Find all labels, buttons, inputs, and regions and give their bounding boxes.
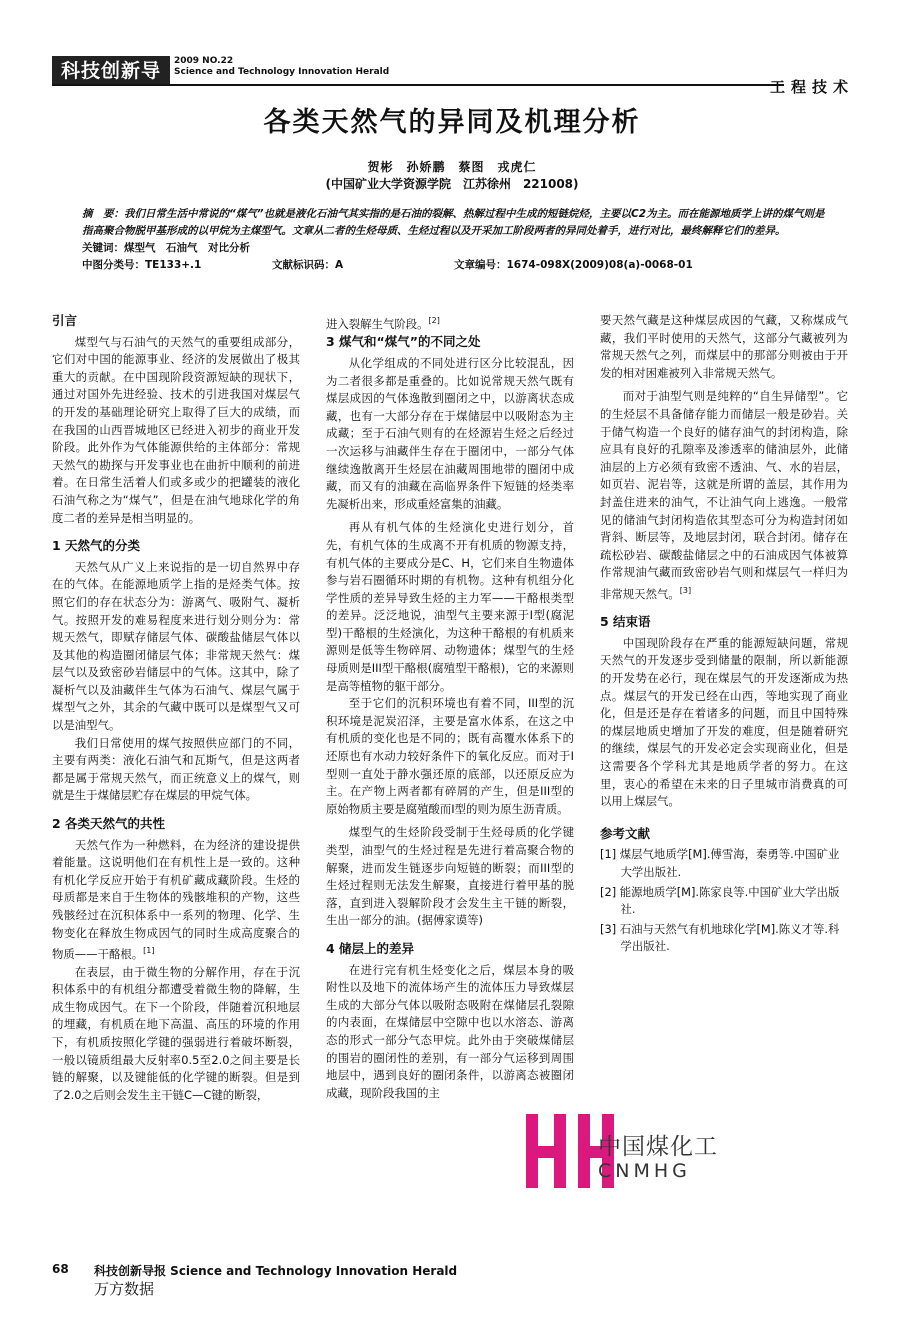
paragraph: 在进行完有机生烃变化之后，煤层本身的吸附性以及地下的流体场产生的流体压力导致煤层生成的大部分气体以吸附态吸附在煤储层孔裂隙的内表面，在煤储层中空隙中也以水溶态、游离态的形式一部分气态甲烷。此外由于突破煤储层的围岩的圈闭性的差别，有一部分气运移到周围地层中，遇到良好的圈闭条件，以游离态被圈闭成藏，现阶段我国的主 — [326, 962, 574, 1100]
heading-section-4: 4 储层上的差异 — [326, 940, 415, 956]
doc-code: A — [335, 259, 344, 271]
journal-logo: 科技创新导报 — [52, 56, 170, 86]
paragraph — [326, 312, 574, 333]
clc-number: TE133+.1 — [145, 259, 202, 271]
column-2 — [326, 312, 574, 1102]
clc-label: 中图分类号： — [82, 259, 145, 271]
paragraph: 中国现阶段存在严重的能源短缺问题，常规天然气的开发逐步受到储量的限制，所以新能源的开发势在必行，现在煤层气的开发逐渐成为热点。煤层气的开发已经在山西，等地实现了商业化，但是还是存在着诸多的问题，而且中国特殊的煤层地质史增加了开发的难度，但是随着研究的继续，煤层气的开发必定会实现商业化，但是这需要各个学科尤其是地质学者的努力。在这里，衷心的希望在未来的日子里城市消费真的可以用上煤层气。 — [600, 635, 848, 809]
citation-mark: [1] — [143, 946, 155, 956]
paragraph: 天然气从广义上来说指的是一切自然界中存在的气体。在能源地质学上指的是烃类气体。按照它们的存在状态分为：游离气、吸附气、凝析气。按照开发的难易程度来进行划分则分为：常规天然气，即赋存储层气体、碳酸盐储层气体以及其他的构造圈闭储层气体；非常规天然气：煤层气以及致密砂岩储层中的气体。这其中，除了凝析气以及油藏伴生气体为石油气、煤层气属于煤型气之外，其余的气藏中既可以是煤型气又可以是油型气。 — [52, 559, 300, 733]
paragraph: 从化学组成的不同处进行区分比较混乱，因为二者很多都是重叠的。比如说常规天然气既有煤层成因的气体逸散到圈闭之中，以游离状态成藏，也有一大部分存在于煤储层中以吸附态为主成藏；至于石油气则有的在烃源岩生烃之后经过一次运移与油藏伴生存在于圈闭中，一部分气体继续逸散离开生烃层在油藏周围地带的圈闭中成藏，而又有的油藏在高临界条件下短链的烃类率先凝析出来，形成重烃富集的油藏。 — [326, 355, 574, 511]
heading-section-2: 2 各类天然气的共性 — [52, 816, 166, 832]
paragraph — [600, 388, 848, 603]
watermark-brand-cn: 中国煤化工 — [598, 1134, 718, 1160]
reference-item: [3] 石油与天然气有机地球化学[M].陈义才等.科学出版社. — [600, 921, 840, 954]
watermark-brand-en: CNMHG — [598, 1160, 691, 1182]
heading-section-1: 1 天然气的分类 — [52, 538, 141, 554]
abstract-text: 我们日常生活中常说的“煤气”也就是液化石油气其实指的是石油的裂解、热解过程中生成的短链烷烃，主要以C2为主。而在能源地质学上讲的煤气则是指高聚合物脱甲基形成的以甲烷为主煤型气。文章从二者的生烃母质、生烃过程以及开采加工阶段两者的异同处着手，进行对比，最终解释它们的差异。 — [82, 208, 825, 237]
heading-references: 参考文献 — [600, 825, 651, 841]
footer-journal: 科技创新导报 Science and Technology Innovation Herald — [94, 1264, 458, 1278]
page-number: 68 — [52, 1262, 69, 1276]
paragraph: 要天然气藏是这种煤层成因的气藏，又称煤成气藏，我们平时使用的天然气，这部分气藏被列为常规天然气之列，而煤层中的那部分则被由于开发的相对困难被列入非常规天然气。 — [600, 313, 848, 380]
heading-section-3: 3 煤气和“煤气”的不同之处 — [326, 334, 481, 350]
header-rule — [52, 84, 784, 86]
paragraph: 至于它们的沉积环境也有着不同，III型的沉积环境是泥炭沼泽，主要是富水体系，在这之中有机质的变化也是不同的；既有高覆水体系下的还原也有水动力较好条件下的氧化反应。而对于I型则一直处于静水强还原的底部，以还原反应为主。在产物上两者都有碎屑的产生，但是III型的原始物质主要是腐殖酸而I型的则为原生沥青质。 — [326, 696, 574, 816]
column-3 — [600, 312, 848, 958]
classification-line — [82, 257, 830, 274]
citation-mark: [2] — [428, 316, 440, 325]
paragraph: 在表层，由于微生物的分解作用，存在于沉积体系中的有机组分都遭受着微生物的降解，生成生物成因气。在下一个阶段，伴随着沉积地层的埋藏，有机质在地下高温、高压的环境的作用下，有机质按照化学键的强弱进行着破坏断裂，一般以镜质组最大反射率0.5至2.0之间主要是长链的解聚，以及键能低的化学键的断裂。但是到了2.0之后则会发生主干链C—C键的断裂， — [52, 964, 300, 1102]
column-1 — [52, 312, 300, 1104]
article-number: 1674-098X(2009)08(a)-0068-01 — [506, 259, 693, 271]
abstract — [82, 206, 830, 274]
reference-item: [1] 煤层气地质学[M].傅雪海，秦勇等.中国矿业大学出版社. — [600, 847, 840, 880]
paper-title: 各类天然气的异同及机理分析 — [263, 107, 641, 138]
keywords: 煤型气 石油气 对比分析 — [124, 242, 250, 254]
paragraph-text: 天然气作为一种燃料，在为经济的建设提供着能量。这说明他们在有机性上是一致的。这种有机化学反应开始于有机矿藏成藏阶段。生烃的母质都是来自于生物体的残骸堆积的产物，这些残骸经过在沉积体系中一系列的物理、化学、生物变化在释放生物成因气的同时生成高度聚合的物质——干酪根。 — [52, 837, 300, 961]
abstract-label: 摘 要： — [82, 208, 124, 220]
paragraph — [52, 837, 300, 964]
keywords-label: 关键词： — [82, 242, 124, 254]
section-tag: 工程技术 — [770, 78, 855, 96]
article-no-label: 文章编号： — [454, 259, 507, 271]
footer-source: 万方数据 — [94, 1280, 155, 1298]
paragraph: 再从有机气体的生烃演化史进行划分，首先，有机气体的生成离不开有机质的物源支持，有机气体的主要成分是C、H，它们来自生物遗体参与岩石圈循环时期的有机物。这种有机组分化学性质的差异导致生烃的主力军——干酪根类型的差异。泛泛地说，油型气主要来源于I型(腐泥型)干酪根的生烃演化，为这种干酪根的有机质来源则是低等生物碎屑、动物遗体；煤型气的生烃母质则是III型干酪根(腐殖型干酪根)，它的来源则是高等植物的躯干部分。 — [326, 520, 574, 693]
keywords-line — [82, 240, 830, 257]
citation-mark: [3] — [679, 585, 692, 595]
paragraph: 煤型气的生烃阶段受制于生烃母质的化学键类型，油型气的生烃过程是先进行着高聚合物的解聚，进而发生链逐步向短链的断裂；而III型的生烃过程则无法发生解聚，直接进行着甲基的脱落，直到进入裂解阶段才会发生主干链的断裂，生出一部分的油。(据傅家谟等) — [326, 825, 574, 928]
heading-section-5: 5 结束语 — [600, 614, 651, 630]
reference-item: [2] 能源地质学[M].陈家良等.中国矿业大学出版社. — [600, 884, 840, 917]
journal-english-name: Science and Technology Innovation Herald — [174, 67, 390, 77]
issue-number: 2009 NO.22 — [174, 56, 234, 66]
paragraph-text: 进入裂解生气阶段。 — [326, 316, 429, 331]
paragraph: 煤型气与石油气的天然气的重要组成部分，它们对中国的能源事业、经济的发展做出了极其重大的贡献。在中国现阶段资源短缺的现状下，通过对国外先进经验、技术的引进我国对煤层气的开发的基础理论研究上取得了巨大的成绩，而在我国的山西晋城地区已经进入初步的商业开发阶段。此外作为气体能源供给的主体部分：常规天然气的勘探与开发事业也在曲折中顺利的前进着。在日常生活着人们或多或少的把罐装的液化石油气称之为“煤气”，但是在油气地球化学的角度二者的差异是相当明显的。 — [52, 334, 300, 525]
heading-intro: 引言 — [52, 313, 78, 328]
affiliation: (中国矿业大学资源学院 江苏徐州 221008) — [325, 177, 579, 191]
authors: 贺彬 孙娇鹏 蔡图 戎虎仁 — [367, 160, 537, 174]
paragraph-text: 而对于油型气则是纯粹的“自生异储型”。它的生烃层不具备储存能力而储层一般是砂岩。关于储气构造一个良好的储存油气的封闭构造，除应具有良好的孔隙率及渗透率的储油层外，此储油层的上方必须有致密不透油、气、水的岩层，如页岩、泥岩等，这就是所谓的盖层，其作用为封盖住进来的油气，不让油气向上逃逸。一般常见的储油气封闭构造依其型态可分为构造封闭如背斜、断层等，及地层封闭，联合封闭。储存在疏松砂岩、碳酸盐储层之中的石油成因气体被算作常规油气藏而致密砂岩气则和煤层气一样归为非常规天然气。 — [600, 389, 848, 601]
doc-code-label: 文献标识码： — [272, 259, 335, 271]
paragraph: 我们日常使用的煤气按照供应部门的不同，主要有两类：液化石油气和瓦斯气，但是这两者都是属于常规天然气，而正统意义上的煤气，则就是生于煤储层贮存在煤层的甲烷气体。 — [52, 735, 300, 803]
